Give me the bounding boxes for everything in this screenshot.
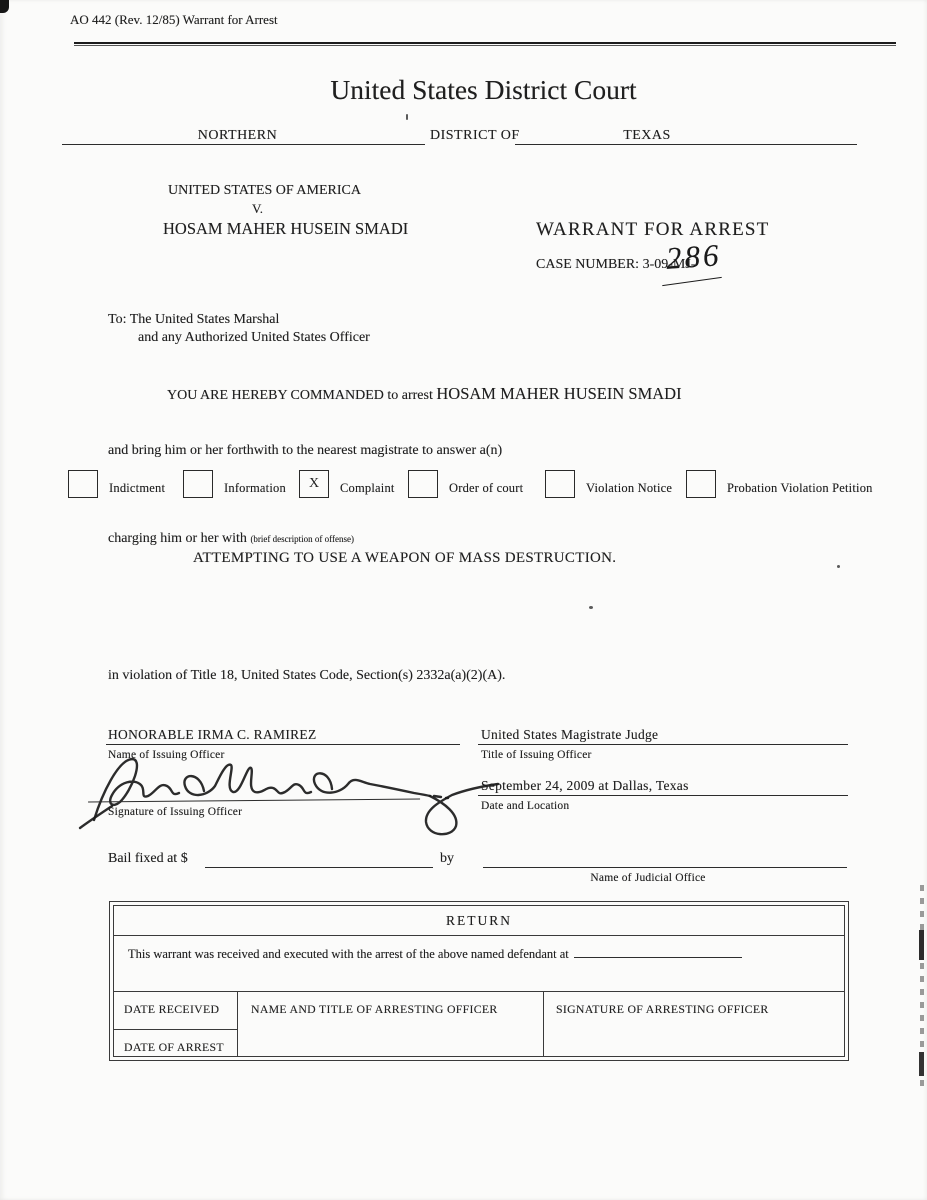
district-underline-right xyxy=(515,129,857,145)
scan-edge-artifact xyxy=(919,1052,924,1076)
command-line xyxy=(167,384,682,404)
return-officer-name-column xyxy=(238,992,544,1056)
addressee-line1: To: The United States Marshal xyxy=(108,312,280,327)
indictment-checkbox xyxy=(68,470,98,498)
command-defendant-name: HOSAM MAHER HUSEIN SMADI xyxy=(436,384,682,403)
return-section xyxy=(109,901,849,1061)
scan-edge-artifact xyxy=(919,930,924,960)
probation-violation-checkbox xyxy=(686,470,716,498)
form-number: AO 442 (Rev. 12/85) Warrant for Arrest xyxy=(70,12,278,27)
addressee-line2: and any Authorized United States Officer xyxy=(138,330,370,345)
charging-text: charging him or her with xyxy=(108,531,247,546)
complaint-checkbox: X xyxy=(299,470,329,498)
order-of-court-label: Order of court xyxy=(449,481,524,495)
answer-line: and bring him or her forthwith to the nearest magistrate to answer a(n) xyxy=(108,443,503,458)
plaintiff: UNITED STATES OF AMERICA xyxy=(168,183,361,198)
return-executed-blank-line xyxy=(574,957,742,958)
charge-option-order-of-court xyxy=(408,470,523,498)
return-date-column xyxy=(114,992,238,1056)
arresting-officer-name-header: NAME AND TITLE OF ARRESTING OFFICER xyxy=(251,1002,498,1016)
bail-amount-line xyxy=(205,852,433,868)
charge-option-probation-violation xyxy=(686,470,873,498)
case-number-label: CASE NUMBER: 3-09-MJ- xyxy=(536,257,696,272)
district-underline-left xyxy=(62,129,425,145)
probation-violation-label: Probation Violation Petition xyxy=(727,481,873,495)
return-officer-signature-column xyxy=(544,992,844,1056)
scan-speck xyxy=(406,114,408,120)
issuing-officer-title-label: Title of Issuing Officer xyxy=(481,749,592,761)
bail-by-label: by xyxy=(440,851,454,866)
command-text: YOU ARE HEREBY COMMANDED to arrest xyxy=(167,388,433,403)
return-executed-text: This warrant was received and executed with the arrest of the above named defendant at xyxy=(128,947,569,961)
signature-line xyxy=(88,784,420,803)
arresting-officer-signature-header: SIGNATURE OF ARRESTING OFFICER xyxy=(556,1002,769,1016)
scan-speck xyxy=(837,565,840,568)
header-rule xyxy=(74,42,896,46)
return-executed-row xyxy=(114,936,844,992)
defendant-name: HOSAM MAHER HUSEIN SMADI xyxy=(163,219,409,238)
versus: V. xyxy=(252,201,263,216)
indictment-label: Indictment xyxy=(109,481,166,495)
date-of-arrest-header: DATE OF ARREST xyxy=(124,1040,224,1054)
warrant-title: WARRANT FOR ARREST xyxy=(536,219,770,240)
return-title: RETURN xyxy=(446,912,512,928)
district-name: NORTHERN xyxy=(197,128,278,143)
information-label: Information xyxy=(224,481,286,495)
date-and-location: September 24, 2009 at Dallas, Texas xyxy=(481,778,689,793)
date-underline xyxy=(478,780,848,796)
judicial-office-label: Name of Judicial Office xyxy=(590,872,706,884)
charging-line xyxy=(108,531,354,547)
date-label: Date and Location xyxy=(481,800,570,812)
charge-option-complaint xyxy=(299,470,395,498)
issuing-officer-title: United States Magistrate Judge xyxy=(481,727,659,742)
charging-hint: (brief description of offense) xyxy=(250,534,354,544)
district-of-label: DISTRICT OF xyxy=(430,128,520,143)
issuing-officer-name: HONORABLE IRMA C. RAMIREZ xyxy=(108,727,317,742)
signature-label: Signature of Issuing Officer xyxy=(108,806,243,818)
complaint-label: Complaint xyxy=(340,481,395,495)
order-of-court-checkbox xyxy=(408,470,438,498)
date-received-header: DATE RECEIVED xyxy=(124,1002,220,1016)
court-title: United States District Court xyxy=(330,74,637,105)
information-checkbox xyxy=(183,470,213,498)
violation-notice-checkbox xyxy=(545,470,575,498)
charge-option-information xyxy=(183,470,286,498)
scan-speck xyxy=(589,606,593,609)
violation-notice-label: Violation Notice xyxy=(586,481,673,495)
district-state: TEXAS xyxy=(623,128,671,143)
charge-option-indictment xyxy=(68,470,165,498)
violation-line: in violation of Title 18, United States Code, Section(s) 2332a(a)(2)(A). xyxy=(108,668,506,683)
bail-officer-line xyxy=(483,852,847,868)
issuing-officer-title-underline xyxy=(478,729,848,745)
case-number-underline xyxy=(662,277,722,286)
charge-option-violation-notice xyxy=(545,470,672,498)
case-number-handwritten: 286 xyxy=(664,237,723,276)
bail-text: Bail fixed at $ xyxy=(108,851,188,866)
scan-corner-mark xyxy=(0,0,9,13)
offense-description: ATTEMPTING TO USE A WEAPON OF MASS DESTRUCTION. xyxy=(193,550,617,566)
issuing-officer-name-label: Name of Issuing Officer xyxy=(108,749,225,761)
